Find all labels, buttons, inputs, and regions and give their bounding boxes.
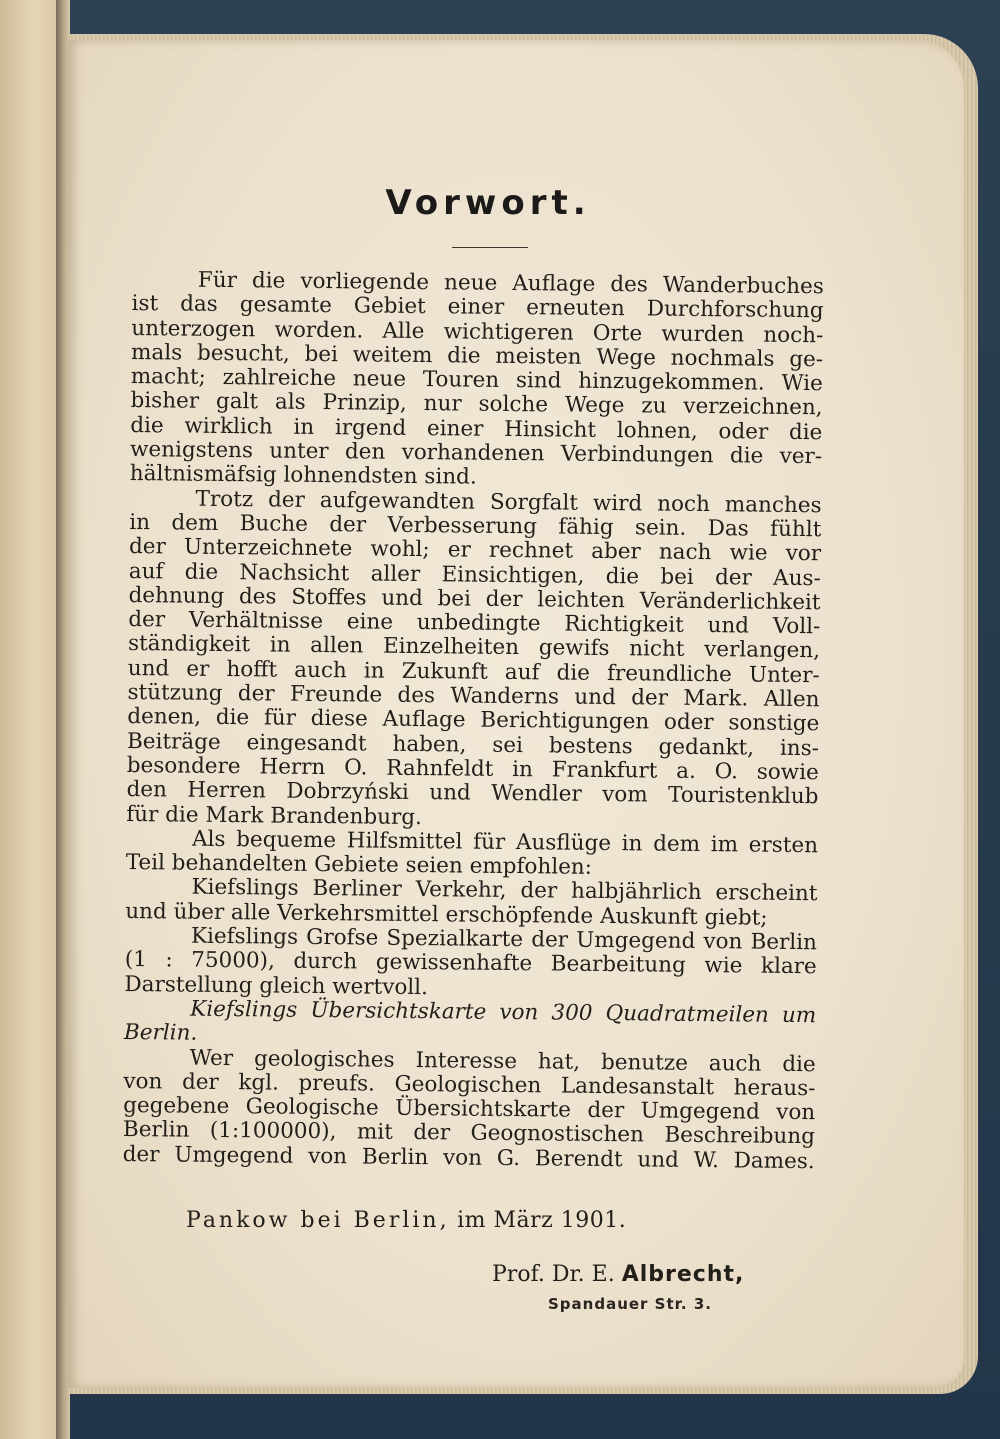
text-line: den Herren Dobrzyński und Wendler vom Touristenklub [126,777,819,810]
author-address: Spandauer Str. 3. [548,1295,712,1313]
text-line: auf die Nachsicht aller Einsichtigen, die bei der Aus- [128,558,821,591]
preface-body [123,268,824,1174]
text-line: für die Mark Brandenburg. [126,801,423,830]
text-line: wenigstens unter den vorhandenen Verbindungen die ver- [129,437,823,470]
text-line: macht; zahlreiche neue Touren sind hinzugekommen. Wie [130,364,823,397]
paragraph-2 [126,487,822,834]
paragraph-1 [130,268,824,494]
text-line: Als bequeme Hilfsmittel für Ausflüge in dem im ersten [191,826,819,859]
text-line: Kiefslings Grofse Spezialkarte der Umgegend von Berlin [190,923,818,956]
signoff-date: im März 1901. [457,1208,627,1233]
signature-prefix: Prof. Dr. E. [492,1262,615,1287]
text-line: Für die vorliegende neue Auflage des Wanderbuches [197,267,824,300]
text-line: der Verhältnisse eine unbedingte Richtigkeit und Voll- [128,607,821,640]
text-line: gegebene Geologische Übersichtskarte der Umgegend von [123,1093,816,1126]
text-line: Beiträge eingesandt haben, sei bestens gedankt, ins- [126,728,820,761]
text-line: Berlin (1:100000), mit der Geognostischen Beschreibung [122,1117,816,1150]
paragraph-4 [125,875,817,931]
text-line: hältnismäfsig lohnendsten sind. [129,461,477,490]
signature [492,1262,744,1287]
text-line: bisher galt als Prinzip, nur solche Wege zu verzeichnen, [130,388,823,421]
text-line: Berlin. [123,1020,198,1046]
text-line: die wirklich in irgend einer Hinsicht lohnen, oder die [130,412,823,446]
text-line: in dem Buche der Verbesserung fähig sein. Das fühlt [129,509,822,543]
text-line: dehnung des Stoffes und bei der leichten Veränderlichkeit [128,582,821,616]
text-line: und er hofft auch in Zukunft auf die freundliche Unter- [127,655,820,688]
text-line: besondere Herrn O. Rahnfeldt in Frankfurt a. O. sowie [126,752,819,786]
text-line: (1 : 75000), durch gewissenhafte Bearbeitung wie klare [124,947,817,980]
text-line: der Unterzeichnete wohl; er rechnet aber nach wie vor [128,534,822,567]
text-line: Kiefslings Berliner Verkehr, der halbjährlich erscheint [191,875,818,907]
text-line: ständigkeit in allen Einzelheiten gewifs nicht verlangen, [127,631,821,664]
text-line: Wer geologisches Interesse hat, benutze auch die [189,1045,816,1077]
paragraph-6 [124,997,816,1053]
title-rule [452,247,528,248]
text-line: Kiefslings Übersichtskarte von 300 Quadratmeilen um [190,996,817,1029]
text-line: von der kgl. preufs. Geologischen Landesanstalt heraus- [123,1068,816,1101]
text-line: und über alle Verkehrsmittel erschöpfende Auskunft giebt; [125,898,768,931]
page-title: Vorwort. [385,183,591,223]
paragraph-7 [123,1045,816,1174]
text-line: denen, die für diese Auflage Berichtigungen oder sonstige [127,704,820,737]
text-line: Teil behandelten Gebiete seien empfohlen: [125,850,593,880]
text-line: stützung der Freunde des Wanderns und der Mark. Allen [127,680,820,713]
signoff-place-date [186,1208,626,1233]
text-line: der Umgegend von Berlin von G. Berendt und W. Dames. [122,1141,815,1174]
text-line: Trotz der aufgewandten Sorgfalt wird noch manches [195,486,822,518]
signoff-place: Pankow bei Berlin, [186,1208,450,1233]
text-line: Darstellung gleich wertvoll. [124,971,429,1000]
text-line: mals besucht, bei weitem die meisten Wege nochmals ge- [130,339,824,373]
paragraph-5 [124,924,817,1004]
paragraph-3 [126,827,818,883]
text-line: unterzogen worden. Alle wichtigeren Orte wurden noch- [131,315,824,348]
text-line: ist das gesamte Gebiet einer erneuten Durchforschung [131,291,824,324]
signature-name: Albrecht, [621,1262,745,1287]
